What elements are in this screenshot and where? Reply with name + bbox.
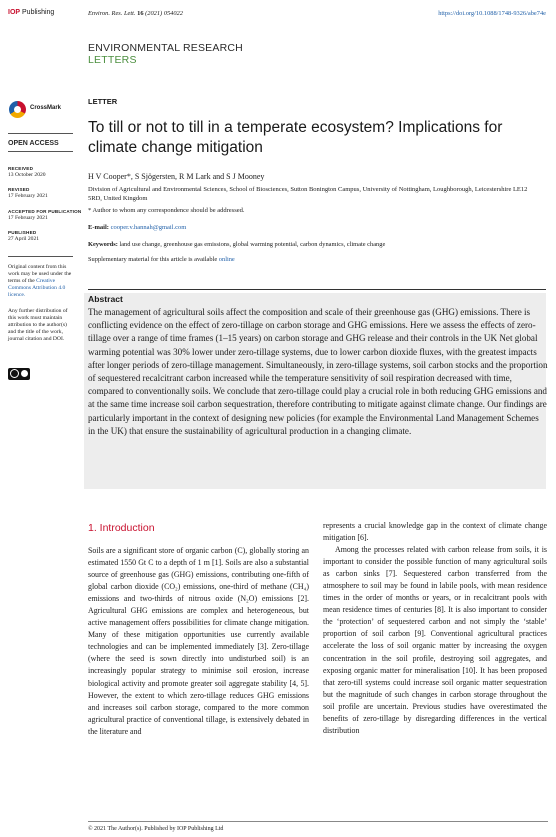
- history-accepted-label: ACCEPTED FOR PUBLICATION: [8, 209, 82, 214]
- email-link[interactable]: cooper.v.hannah@gmail.com: [110, 224, 187, 231]
- iop-mark: IOP: [8, 9, 21, 16]
- sidebar-divider: [8, 133, 73, 134]
- journal-year-article: (2021) 054022: [145, 10, 183, 17]
- footer-rule: [88, 821, 548, 822]
- journal-volume: 16: [137, 10, 144, 17]
- keywords-label: Keywords:: [88, 241, 118, 248]
- copyright-footer: © 2021 The Author(s). Published by IOP Publishing Ltd: [88, 826, 224, 832]
- intro-paragraph-1-continued: represents a crucial knowledge gap in the context of climate change mitigation [6].: [323, 521, 547, 543]
- sidebar-divider: [8, 256, 73, 257]
- history-published-date: 27 April 2021: [8, 236, 40, 242]
- iop-publishing-logo: [8, 9, 54, 16]
- license-note-text: Original content from this work may be used under the terms of the: [8, 264, 72, 285]
- sidebar-divider: [8, 151, 73, 152]
- abstract-rule: [88, 289, 546, 290]
- author-list: H V Cooper*, S Sjögersten, R M Lark and S J Mooney: [88, 172, 265, 181]
- crossmark-button[interactable]: [9, 101, 89, 119]
- supplementary-link[interactable]: online: [218, 256, 235, 263]
- history-revised-label: REVISED: [8, 187, 30, 192]
- affiliation: Division of Agricultural and Environmental Sciences, School of Biosciences, Sutton Bonington Campus, University of Nottingham, Loughborough, Leicestershire LE12 5RD, United Kingdom: [88, 186, 528, 202]
- cc-license-link[interactable]: Creative Commons Attribution 4.0 licence.: [8, 278, 66, 299]
- article-title: To till or not to till in a temperate ecosystem? Implications for climate change mitigation: [88, 119, 503, 156]
- open-access-label: OPEN ACCESS: [8, 140, 59, 147]
- doi-link[interactable]: https://doi.org/10.1088/1748-9326/abe74e: [438, 10, 546, 17]
- supplementary-text: Supplementary material for this article is available: [88, 256, 218, 263]
- intro-paragraph-1: Soils are a significant store of organic carbon (C), globally storing an estimated 1550 Gt C to a depth of 1 m [1]. Soils are also a substantial source of greenhouse gas (GHG) emissions, contributing one-fifth of global carbon dioxide (CO₂) emissions, one-third of methane (CH₄) emissions and two-thirds of nitrous oxide (N₂O) emissions [2]. Agricultural GHG emissions are complex and heterogeneous, but active management offers possibilities for climate change mitigation. Many of these mitigation opportunities use currently available technologies and can be implemented immediately [3]. Zero-tillage (where the seed is sown directly into undisturbed soil) is an increasingly popular strategy to minimise soil erosion, increase biological activity and promote greater soil aggregate stability [4, 5]. However, the extent to which zero-tillage reduces GHG emissions and increases soil carbon storage, compared to the more common agricultural practice of conventional tillage, is extensively debated in the literature and: [88, 546, 309, 736]
- body-column-right: [323, 520, 547, 737]
- keywords-line: [88, 241, 538, 248]
- email-line: [88, 224, 186, 231]
- distribution-note: Any further distribution of this work must maintain attribution to the author(s) and the title of the work, journal citation and DOI.: [8, 308, 68, 343]
- crossmark-icon: [9, 101, 26, 118]
- journal-abbrev: Environ. Res. Lett.: [88, 10, 136, 17]
- corresponding-note: * Author to whom any correspondence should be addressed.: [88, 207, 245, 214]
- supplementary-line: [88, 256, 235, 263]
- abstract-title: Abstract: [88, 294, 123, 304]
- history-received-label: RECEIVED: [8, 166, 34, 171]
- publishing-text: Publishing: [22, 9, 55, 16]
- body-column-left: [88, 545, 309, 738]
- cc-by-icon[interactable]: [8, 368, 30, 380]
- history-accepted-date: 17 February 2021: [8, 215, 48, 221]
- journal-name-line1: ENVIRONMENTAL RESEARCH: [88, 42, 243, 54]
- abstract-text: The management of agricultural soils affect the composition and scale of their greenhouse gas (GHG) emissions. There is conflicting evidence on the effect of zero-tillage on carbon storage and GHG emissions. Here we assess the effects of zero-tillage over a range of time frames (1–15 years) on carbon storage and GHG release and their controls in the UK Net global warming potential was 30% lower under zero-tillage systems, due to lower carbon dioxide fluxes, with the greatest impacts after longer periods of zero-tillage management. Simultaneously, in zero-tillage systems, soil carbon stocks and the proportion of sequestered recalcitrant carbon increased while the temperature sensitivity of soil respiration decreased with time, compared to conventionally soils. We conclude that zero-tillage could play a crucial role in both reducing GHG emissions and at the same time increase soil carbon sequestration, therefore contributing to mitigate against climate change. Our findings are particularly important in the context of designing new policies (for example the Environmental Land Management Schemes in the UK) that ensure the sustainability of agricultural production in a changing climate.: [88, 307, 548, 436]
- intro-heading: 1. Introduction: [88, 522, 155, 534]
- history-revised-date: 17 February 2021: [8, 193, 48, 199]
- section-label: LETTER: [88, 97, 118, 106]
- license-note: [8, 264, 76, 299]
- email-label: E-mail:: [88, 224, 109, 231]
- keywords-text: land use change, greenhouse gas emissions, global warming potential, carbon dynamics, climate change: [119, 241, 386, 248]
- journal-citation: [88, 10, 183, 17]
- intro-paragraph-2: Among the processes related with carbon release from soils, it is important to consider the possible function of many agricultural soils as carbon sinks [7]. Sequestered carbon transferred from the atmosphere to soil may be found in labile pools, with mean residence times in the order of months or years, or in recalcitrant pools with mean residence times of centuries [8]. It is also important to consider the ‘protection’ of sequestered carbon and not simply the ‘stable’ proportion of soil carbon [9]. Conventional agricultural practices accelerate the loss of soil organic matter by increasing the oxygen concentration in the soil profile, destroying soil aggregates, and exposing organic matter for mineralisation [10]. It has been proposed that zero-till systems could increase soil organic matter sequestration but the magnitude of such changes in carbon storage throughout the soil profile are uncertain. Previous studies have overestimated the benefits of zero-tillage by disregarding differences in the vertical distribution: [323, 545, 547, 735]
- history-published-label: PUBLISHED: [8, 230, 37, 235]
- history-received-date: 13 October 2020: [8, 172, 46, 178]
- crossmark-label: CrossMark: [30, 105, 62, 111]
- journal-name-line2: LETTERS: [88, 54, 137, 66]
